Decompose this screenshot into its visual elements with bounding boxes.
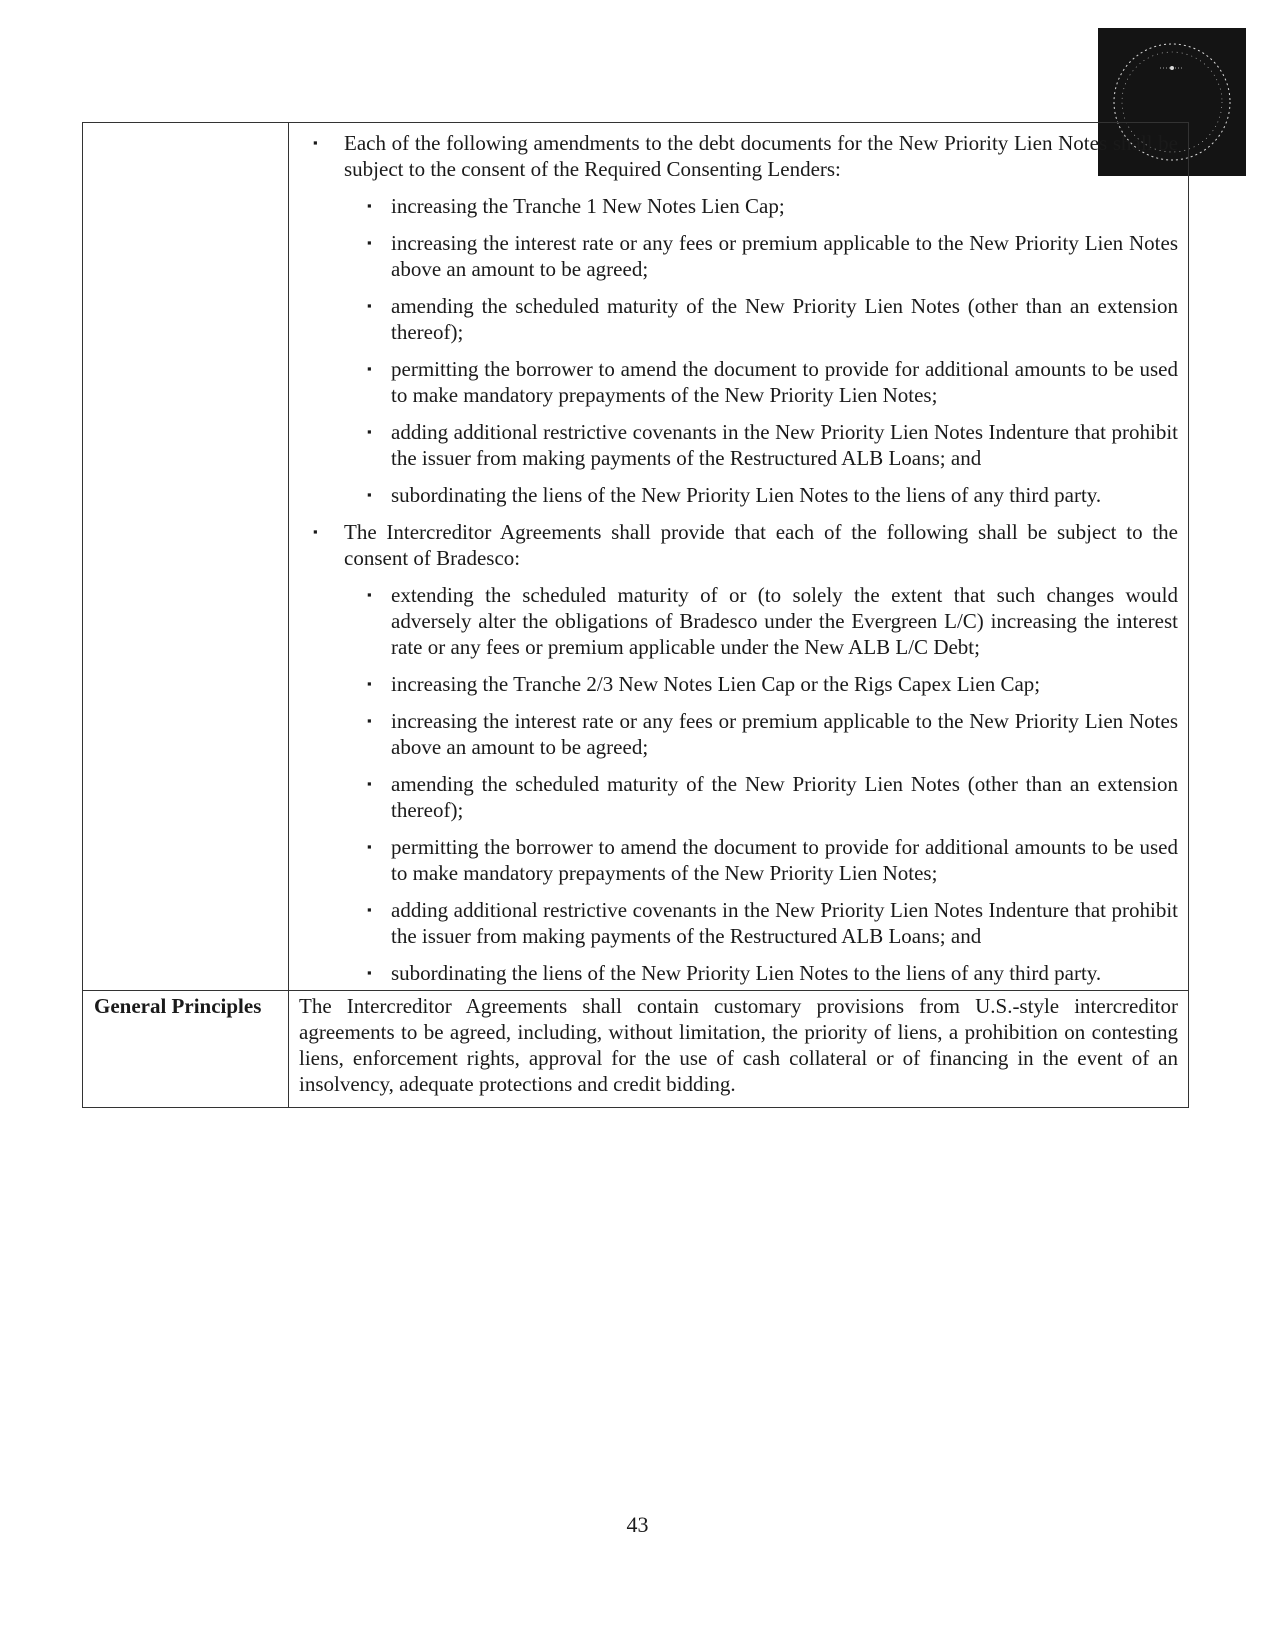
bullet-icon: ▪ bbox=[313, 135, 318, 150]
list-item-level2 bbox=[299, 671, 1178, 697]
bullet-icon: ▪ bbox=[367, 839, 372, 854]
bullet-icon: ▪ bbox=[367, 587, 372, 602]
list-item-level2 bbox=[299, 419, 1178, 471]
list-item-level2 bbox=[299, 897, 1178, 949]
list-item-level2 bbox=[299, 771, 1178, 823]
list-item-level2 bbox=[299, 482, 1178, 508]
list-item-text: permitting the borrower to amend the document to provide for additional amounts to be used to make mandatory prepayments of the New Priority Lien Notes; bbox=[391, 835, 1178, 885]
bullet-icon: ▪ bbox=[367, 902, 372, 917]
bullet-icon: ▪ bbox=[367, 424, 372, 439]
list-item-level2 bbox=[299, 230, 1178, 282]
bullet-icon: ▪ bbox=[367, 713, 372, 728]
bullet-icon: ▪ bbox=[367, 198, 372, 213]
list-item-level2 bbox=[299, 293, 1178, 345]
list-item-text: increasing the Tranche 1 New Notes Lien Cap; bbox=[391, 194, 785, 218]
list-item-text: amending the scheduled maturity of the New Priority Lien Notes (other than an extension thereof); bbox=[391, 294, 1178, 344]
bullet-icon: ▪ bbox=[313, 524, 318, 539]
list-item-level2 bbox=[299, 834, 1178, 886]
list-item-level2 bbox=[299, 193, 1178, 219]
list-item-text: subordinating the liens of the New Priority Lien Notes to the liens of any third party. bbox=[391, 961, 1102, 985]
list-item-text: adding additional restrictive covenants in the New Priority Lien Notes Indenture that prohibit the issuer from making payments of the Restructured ALB Loans; and bbox=[391, 420, 1178, 470]
list-item-text: The Intercreditor Agreements shall provide that each of the following shall be subject to the consent of Bradesco: bbox=[344, 520, 1178, 570]
list-item-level1 bbox=[299, 130, 1178, 182]
row-label-empty bbox=[83, 123, 289, 991]
row-label-general-principles: General Principles bbox=[83, 991, 289, 1108]
list-item-level2 bbox=[299, 582, 1178, 660]
list-item-text: increasing the interest rate or any fees or premium applicable to the New Priority Lien Notes above an amount to be agreed; bbox=[391, 709, 1178, 759]
bullet-icon: ▪ bbox=[367, 676, 372, 691]
list-item-text: amending the scheduled maturity of the New Priority Lien Notes (other than an extension thereof); bbox=[391, 772, 1178, 822]
page-number: 43 bbox=[626, 1512, 649, 1537]
general-principles-text: The Intercreditor Agreements shall contain customary provisions from U.S.-style intercreditor agreements to be agreed, including, without limitation, the priority of liens, a prohibition on contesting liens, enforcement rights, approval for the use of cash collateral or of financing in the event of an insolvency, adequate protections and credit bidding. bbox=[289, 991, 1189, 1108]
list-item-text: increasing the interest rate or any fees or premium applicable to the New Priority Lien Notes above an amount to be agreed; bbox=[391, 231, 1178, 281]
list-item-text: extending the scheduled maturity of or (to solely the extent that such changes would adversely alter the obligations of Bradesco under the Evergreen L/C) increasing the interest rate or any fees or premium applicable under the New ALB L/C Debt; bbox=[391, 583, 1178, 659]
list-item-text: increasing the Tranche 2/3 New Notes Lien Cap or the Rigs Capex Lien Cap; bbox=[391, 672, 1041, 696]
bullet-icon: ▪ bbox=[367, 235, 372, 250]
list-item-text: Each of the following amendments to the debt documents for the New Priority Lien Notes shall be subject to the consent of the Required Consenting Lenders: bbox=[344, 131, 1178, 181]
list-item-level2 bbox=[299, 708, 1178, 760]
amendments-cell bbox=[289, 123, 1189, 991]
bullet-icon: ▪ bbox=[367, 965, 372, 980]
bullet-icon: ▪ bbox=[367, 487, 372, 502]
bullet-icon: ▪ bbox=[367, 361, 372, 376]
table-row bbox=[83, 991, 1189, 1108]
list-item-text: adding additional restrictive covenants in the New Priority Lien Notes Indenture that prohibit the issuer from making payments of the Restructured ALB Loans; and bbox=[391, 898, 1178, 948]
bullet-icon: ▪ bbox=[367, 776, 372, 791]
list-item-level1 bbox=[299, 519, 1178, 571]
list-item-level2 bbox=[299, 960, 1178, 986]
table-row bbox=[83, 123, 1189, 991]
list-item-text: permitting the borrower to amend the document to provide for additional amounts to be used to make mandatory prepayments of the New Priority Lien Notes; bbox=[391, 357, 1178, 407]
bullet-icon: ▪ bbox=[367, 298, 372, 313]
list-item-level2 bbox=[299, 356, 1178, 408]
list-item-text: subordinating the liens of the New Priority Lien Notes to the liens of any third party. bbox=[391, 483, 1102, 507]
terms-table bbox=[82, 122, 1189, 1108]
